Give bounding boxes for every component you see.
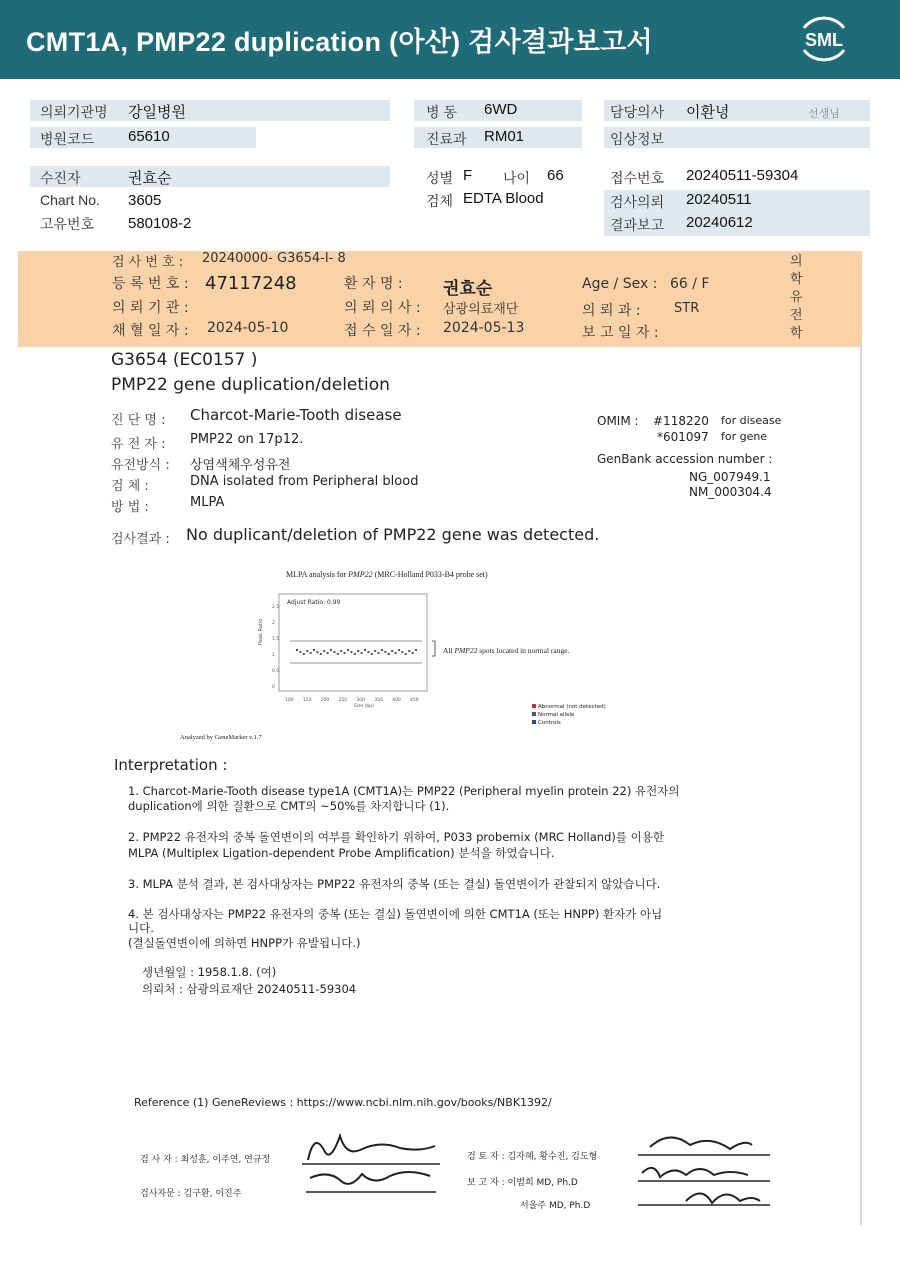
data-point bbox=[384, 651, 386, 653]
data-point bbox=[303, 653, 305, 655]
genbank-label: GenBank accession number : bbox=[597, 452, 773, 466]
legend-abnormal: Abnormal (not detected) bbox=[532, 703, 606, 711]
interp-p4a: 4. 본 검사대상자는 PMP22 유전자의 중복 (또는 결실) 돌연변이에 의한 CMT1A (또는 HNPP) 환자가 아닙 bbox=[128, 907, 663, 921]
data-point bbox=[350, 651, 352, 653]
test-code: G3654 (EC0157 ) bbox=[111, 350, 258, 370]
x-tick-label: 400 bbox=[392, 698, 401, 703]
omim-disease: #118220 bbox=[653, 414, 709, 428]
data-point bbox=[388, 653, 390, 655]
ward-label: 병 동 bbox=[426, 104, 457, 120]
x-tick-label: 150 bbox=[302, 698, 312, 703]
data-point bbox=[381, 649, 383, 651]
data-point bbox=[299, 651, 301, 653]
x-axis-label: Size (bp) bbox=[354, 704, 374, 709]
data-point bbox=[340, 650, 342, 652]
data-point bbox=[361, 652, 363, 654]
data-point bbox=[408, 650, 410, 652]
y-tick-label: 1.5 bbox=[272, 637, 280, 642]
data-point bbox=[405, 653, 407, 655]
interp-p4c: (결실돌연변이에 의하면 HNPP가 유발됩니다.) bbox=[128, 936, 361, 950]
ward-value: 6WD bbox=[484, 101, 518, 118]
method-label: 방 법 : bbox=[111, 500, 149, 515]
specimen-detail-label: 검 체 : bbox=[111, 479, 149, 494]
report-label: 결과보고 bbox=[610, 217, 665, 233]
band-vertical-3: 유 bbox=[790, 290, 803, 305]
clinical-label: 임상정보 bbox=[610, 131, 665, 147]
examiner-signature bbox=[300, 1120, 450, 1200]
data-point bbox=[364, 649, 366, 651]
sex-label: 성별 bbox=[426, 170, 454, 186]
band-reg-no: 47117248 bbox=[205, 273, 297, 294]
chart-frame bbox=[279, 594, 427, 691]
request-value: 20240511 bbox=[686, 191, 752, 208]
client-info: 의뢰처 : 삼광의료재단 20240511-59304 bbox=[142, 982, 357, 996]
data-point bbox=[333, 651, 335, 653]
band-vertical-2: 학 bbox=[790, 272, 803, 287]
y-tick-label: 0 bbox=[272, 685, 275, 690]
y-tick-label: 1 bbox=[272, 653, 275, 658]
data-point bbox=[354, 653, 356, 655]
dept-label: 진료과 bbox=[426, 131, 467, 147]
reporter: 보 고 자 : 이범희 MD, Ph.D bbox=[467, 1178, 578, 1188]
y-ticks bbox=[272, 604, 279, 690]
legend-normal: Normal allele bbox=[532, 711, 606, 719]
age-value: 66 bbox=[547, 167, 564, 184]
data-point bbox=[378, 652, 380, 654]
data-point bbox=[412, 652, 414, 654]
result-value: No duplicant/deletion of PMP22 gene was detected. bbox=[186, 525, 600, 544]
band-test-no: 20240000- G3654-I- 8 bbox=[202, 251, 346, 266]
method-value: MLPA bbox=[190, 495, 225, 510]
band-patient-label: 환 자 명 : bbox=[344, 276, 403, 292]
doctor-value: 이환녕 bbox=[686, 104, 730, 121]
band-req-doc-label: 의 뢰 의 사 : bbox=[344, 300, 421, 316]
x-tick-label: 300 bbox=[356, 698, 366, 703]
interp-p2b: MLPA (Multiplex Ligation-dependent Probe Amplification) 분석을 하였습니다. bbox=[128, 846, 555, 860]
report-header bbox=[0, 0, 900, 79]
data-point bbox=[357, 650, 359, 652]
reviewer: 검 토 자 : 김자혜, 황수진, 김도형 bbox=[467, 1152, 598, 1162]
figure-note: All PMP22 spots located in normal range. bbox=[443, 646, 570, 655]
report-title: CMT1A, PMP22 duplication (아산) 검사결과보고서 bbox=[26, 27, 653, 57]
data-point bbox=[320, 653, 322, 655]
y-axis-label: Peak Ratio bbox=[258, 618, 264, 645]
data-point bbox=[323, 650, 325, 652]
band-receive-label: 접 수 일 자 : bbox=[344, 323, 421, 339]
omim-disease-note: for disease bbox=[721, 414, 782, 427]
band-req-dept: STR bbox=[674, 301, 700, 316]
band-vertical-4: 전 bbox=[790, 308, 803, 323]
reporter-second: 서을주 MD, Ph.D bbox=[520, 1201, 591, 1211]
omim-gene: *601097 bbox=[657, 430, 709, 444]
data-point bbox=[367, 651, 369, 653]
y-tick-label: 2 bbox=[272, 621, 275, 626]
band-age-sex-label: Age / Sex : bbox=[582, 276, 658, 292]
report-value: 20240612 bbox=[686, 214, 753, 231]
genbank-ng: NG_007949.1 bbox=[689, 470, 771, 484]
data-point bbox=[330, 649, 332, 651]
data-point bbox=[337, 653, 339, 655]
institution-label: 의뢰기관명 bbox=[40, 104, 108, 120]
x-tick-label: 100 bbox=[285, 698, 294, 703]
interp-p3: 3. MLPA 분석 결과, 본 검사대상자는 PMP22 유전자의 중복 (또는 결실) 돌연변이가 관찰되지 않았습니다. bbox=[128, 877, 661, 891]
legend-controls: Controls bbox=[532, 719, 606, 727]
omim-label: OMIM : bbox=[597, 414, 639, 428]
scan-edge bbox=[860, 345, 862, 1225]
institution-value: 강일병원 bbox=[128, 104, 186, 121]
result-label: 검사결과 : bbox=[111, 532, 170, 547]
data-point bbox=[395, 652, 397, 654]
data-point bbox=[401, 651, 403, 653]
reference: Reference (1) GeneReviews : https://www.ncbi.nlm.nih.gov/books/NBK1392/ bbox=[134, 1096, 552, 1109]
diag-value: Charcot-Marie-Tooth disease bbox=[190, 406, 402, 424]
y-tick-label: 0.5 bbox=[272, 669, 280, 674]
doctor-label: 담당의사 bbox=[610, 104, 665, 120]
unique-value: 580108-2 bbox=[128, 215, 192, 232]
data-point bbox=[306, 650, 308, 652]
interp-p1a: 1. Charcot-Marie-Tooth disease type1A (CMT1A)는 PMP22 (Peripheral myelin protein 22) 유전자의 bbox=[128, 784, 680, 798]
interp-p4b: 니다. bbox=[128, 921, 154, 935]
data-point bbox=[391, 650, 393, 652]
gene-value: PMP22 on 17p12. bbox=[190, 432, 304, 447]
logo-text: SML bbox=[805, 30, 843, 50]
band-req-doc: 삼광의료재단 bbox=[443, 302, 519, 317]
hospital-code-value: 65610 bbox=[128, 128, 170, 145]
band-req-dept-label: 의 뢰 과 : bbox=[582, 303, 641, 319]
band-vertical-1: 의 bbox=[790, 254, 803, 269]
age-label: 나이 bbox=[503, 170, 531, 186]
adjust-ratio: Adjust Ratio: 0.99 bbox=[287, 599, 341, 606]
hospital-code-label: 병원코드 bbox=[40, 131, 95, 147]
advisor: 검사자문 : 김구환, 이진주 bbox=[140, 1189, 242, 1199]
birth-date: 생년월일 : 1958.1.8. (여) bbox=[142, 965, 277, 979]
band-age-sex: 66 / F bbox=[670, 276, 710, 292]
band-collect-label: 채 혈 일 자 : bbox=[112, 323, 189, 339]
sex-value: F bbox=[463, 167, 473, 184]
chart-label: Chart No. bbox=[40, 192, 100, 208]
test-name: PMP22 gene duplication/deletion bbox=[111, 375, 390, 395]
data-point bbox=[415, 649, 417, 651]
genbank-nm: NM_000304.4 bbox=[689, 485, 772, 499]
unique-label: 고유번호 bbox=[40, 216, 95, 232]
data-point bbox=[316, 651, 318, 653]
band-receive: 2024-05-13 bbox=[443, 320, 525, 336]
band-inst-label: 의 뢰 기 관 : bbox=[112, 300, 189, 316]
dept-value: RM01 bbox=[484, 128, 525, 145]
receipt-value: 20240511-59304 bbox=[686, 167, 799, 184]
range-bracket bbox=[432, 641, 435, 656]
x-tick-label: 450 bbox=[410, 698, 419, 703]
chart-value: 3605 bbox=[128, 192, 162, 209]
figure-title: MLPA analysis for PMP22 (MRC-Holland P033-B4 probe set) bbox=[286, 570, 488, 579]
data-point bbox=[347, 649, 349, 651]
specimen-detail-value: DNA isolated from Peripheral blood bbox=[190, 474, 419, 489]
omim-gene-note: for gene bbox=[721, 430, 768, 443]
diag-label: 진 단 명 : bbox=[111, 413, 166, 428]
doctor-suffix: 선생님 bbox=[808, 108, 840, 120]
band-collect: 2024-05-10 bbox=[207, 320, 289, 336]
data-point bbox=[310, 652, 312, 654]
patient-value: 권효순 bbox=[128, 170, 172, 187]
specimen-label: 검체 bbox=[426, 193, 454, 209]
receipt-label: 접수번호 bbox=[610, 170, 665, 186]
data-point bbox=[398, 649, 400, 651]
examiner: 검 사 자 : 최성훈, 이주연, 연규정 bbox=[140, 1155, 271, 1165]
reviewer-signature bbox=[630, 1125, 780, 1220]
band-test-no-label: 검 사 번 호 : bbox=[112, 255, 184, 270]
analyzed-by: Analyzed by GeneMarker v.1.7 bbox=[180, 734, 262, 741]
x-tick-label: 250 bbox=[338, 698, 348, 703]
sml-logo bbox=[796, 12, 852, 66]
inherit-value: 상염색체우성유전 bbox=[190, 458, 291, 473]
figure-legend bbox=[532, 703, 606, 727]
x-tick-label: 200 bbox=[320, 698, 330, 703]
data-point bbox=[374, 650, 376, 652]
patient-row bbox=[30, 166, 390, 187]
y-tick-label: 2.5 bbox=[272, 605, 280, 610]
x-ticks bbox=[285, 697, 419, 703]
band-vertical-5: 학 bbox=[790, 326, 803, 341]
data-point bbox=[313, 649, 315, 651]
band-reg-no-label: 등 록 번 호 : bbox=[112, 276, 189, 292]
patient-label: 수진자 bbox=[40, 170, 81, 186]
x-tick-label: 350 bbox=[374, 698, 383, 703]
specimen-value: EDTA Blood bbox=[463, 190, 544, 207]
inherit-label: 유전방식 : bbox=[111, 458, 170, 473]
data-point bbox=[344, 652, 346, 654]
data-point bbox=[327, 652, 329, 654]
band-report-label: 보 고 일 자 : bbox=[582, 325, 659, 341]
data-point bbox=[371, 653, 373, 655]
data-point bbox=[296, 649, 298, 651]
gene-label: 유 전 자 : bbox=[111, 437, 166, 452]
interp-heading: Interpretation : bbox=[114, 756, 228, 774]
request-label: 검사의뢰 bbox=[610, 194, 665, 210]
interp-p1b: duplication에 의한 질환으로 CMT의 ~50%를 차지합니다 (1). bbox=[128, 799, 450, 813]
interp-p2a: 2. PMP22 유전자의 중복 돌연변이의 여부를 확인하기 위하여, P033 probemix (MRC Holland)를 이용한 bbox=[128, 830, 664, 844]
band-patient: 권효순 bbox=[443, 279, 493, 299]
